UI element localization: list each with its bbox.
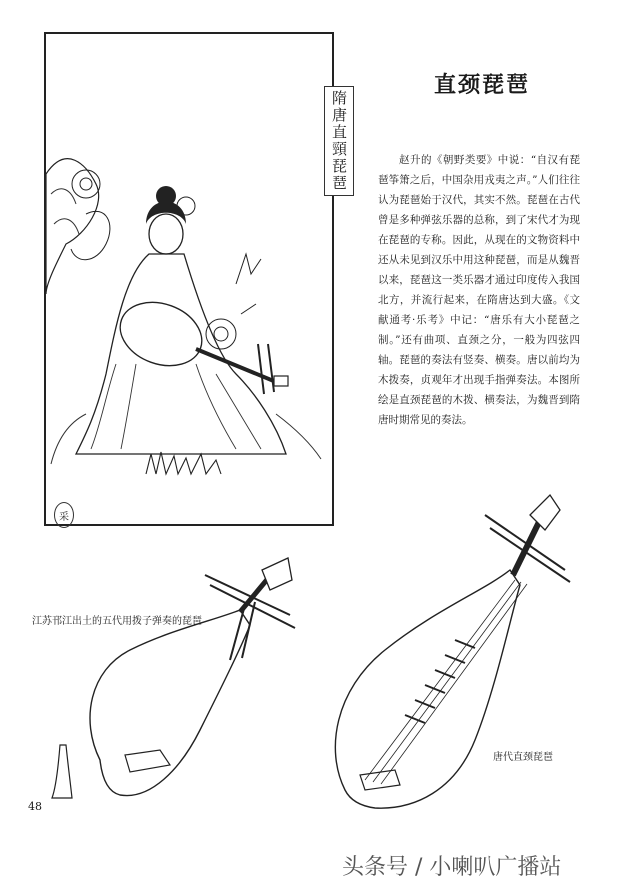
left-pipa-caption: 江苏邗江出土的五代用拨子弹奏的琵琶 [32, 616, 202, 627]
painting-vertical-caption: 隋唐直頸琵琶 [324, 86, 354, 196]
painting-frame [44, 32, 348, 526]
article-body: 赵升的《朝野类要》中说：“自汉有琵琶筝箫之后，中国杂用戎夷之声。”人们往往认为琵琶始于汉代，其实不然。琵琶在古代曾是多种弹弦乐器的总称，到了宋代才为现在琵琶的专称。因此，从现在的文物资料中还从未见到汉乐中用这种琵琶，而是从魏晋以来，琵琶这一类乐器才通过印度传入我国北方，并流行起来，在隋唐达到大盛。《文献通考·乐考》中记：“唐乐有大小琵琶之制。”还有曲项、直颈之分，一般为四弦四轴。琵琶的奏法有竖奏、横奏。唐以前均为木拨奏，贞观年才出现手指弹奏法。本图所绘是直颈琵琶的木拨、横奏法，为魏晋到隋唐时期常见的奏法。 [378, 154, 580, 426]
source-watermark: 头条号 / 小喇叭广播站 [342, 855, 562, 880]
right-pipa-caption: 唐代直颈琵琶 [493, 752, 553, 763]
artist-seal: 采 [54, 502, 74, 528]
page-number: 48 [28, 800, 42, 813]
lady-playing-pipa-illustration [46, 34, 332, 524]
article-title: 直颈琵琶 [434, 73, 531, 98]
five-dynasties-pipa-drawing [30, 540, 320, 810]
